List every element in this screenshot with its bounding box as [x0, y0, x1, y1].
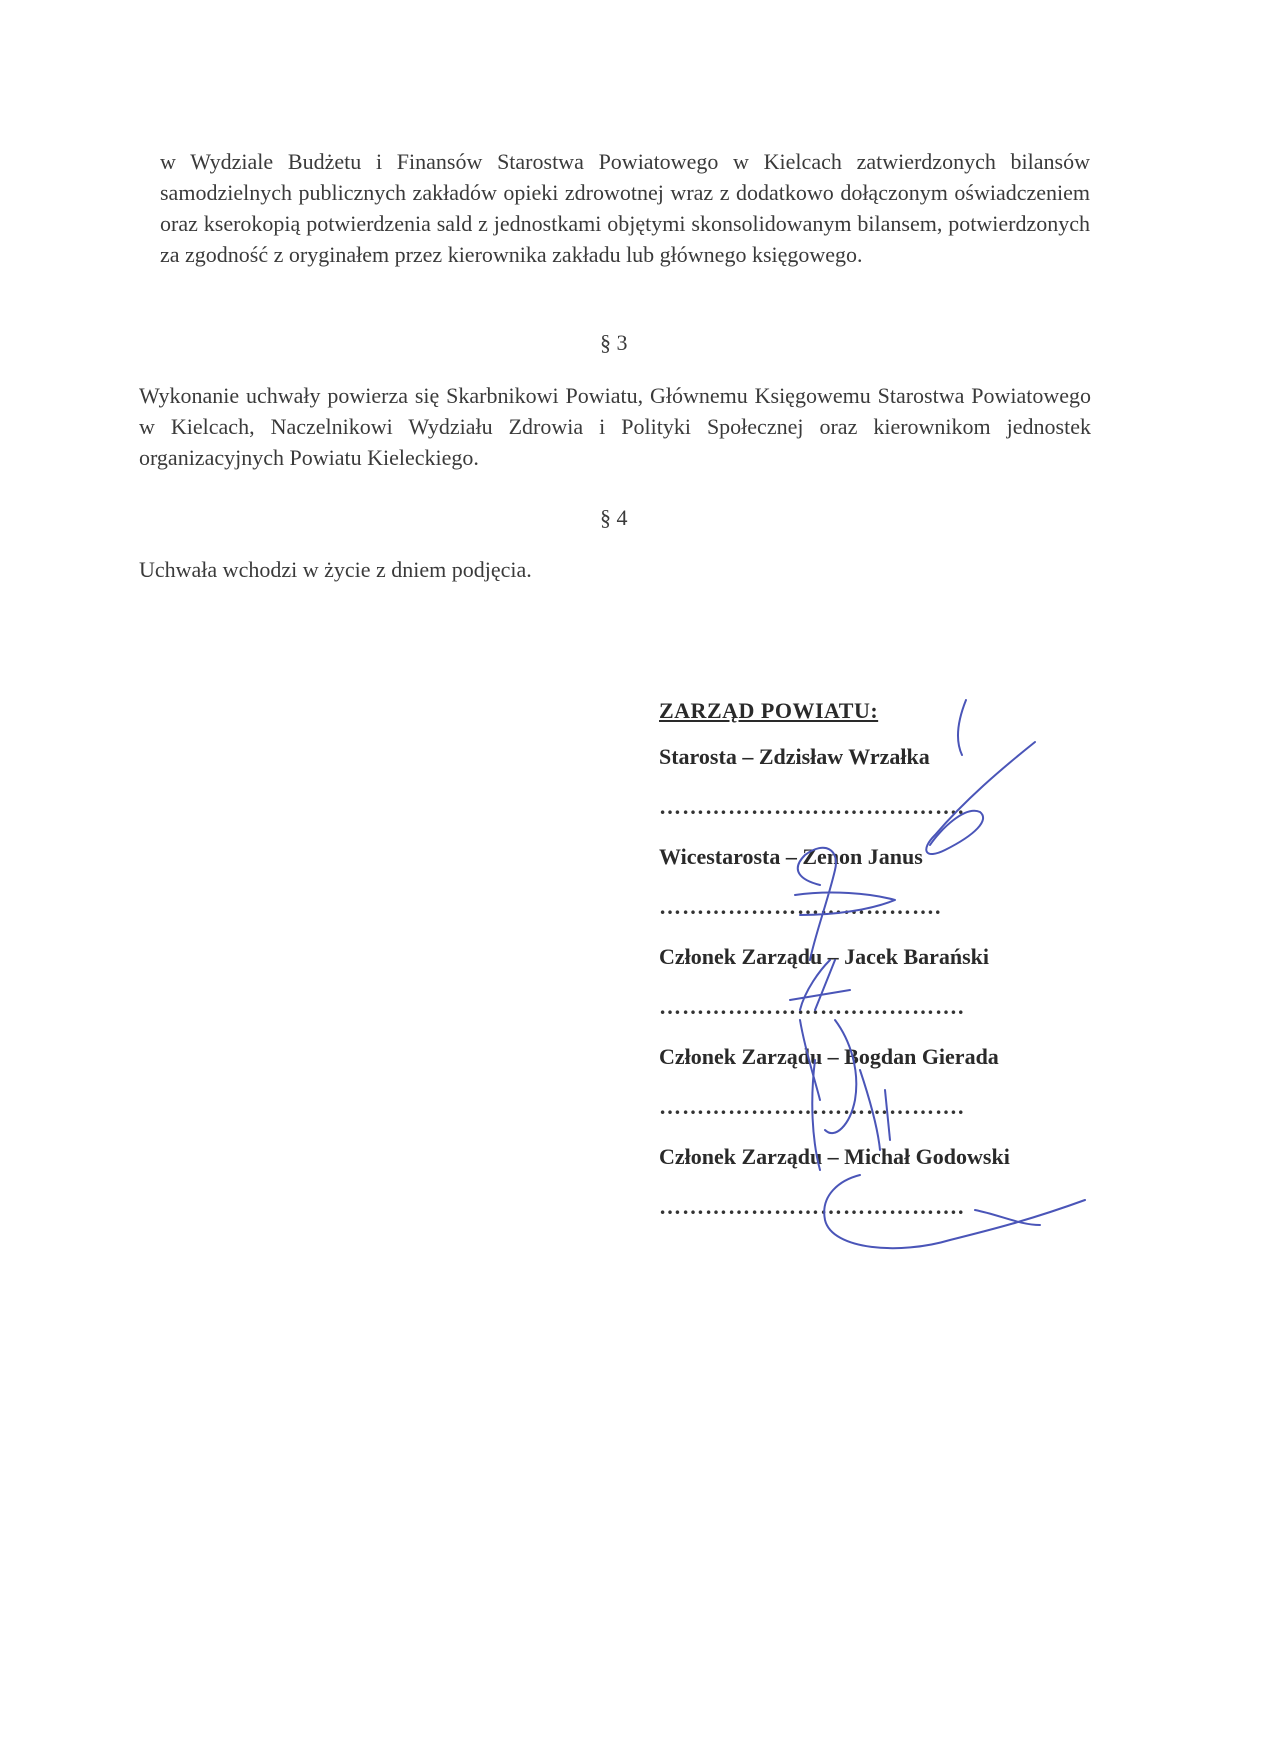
paragraph-2: Wykonanie uchwały powierza się Skarbnikowi Powiatu, Głównemu Księgowemu Starostwa Powiatowego w Kielcach, Naczelnikowi Wydziału Zdrowia i Polityki Społecznej oraz kierownikom jednostek organizacyjnych Powiatu Kieleckiego. [139, 383, 1091, 470]
board-member-baranski: Członek Zarządu – Jacek Barański [659, 944, 990, 969]
signature-line-starosta: …………………………………. [659, 794, 965, 819]
signature-line-godowski: …………………………………. [659, 1194, 965, 1219]
board-member-wicestarosta: Wicestarosta – Zenon Janus [659, 844, 923, 869]
signature-line-baranski: …………………………………. [659, 994, 965, 1019]
section-3-heading: § 3 [600, 330, 628, 355]
signature-line-wicestarosta: ………………………………. [659, 894, 942, 919]
board-signature-block [659, 696, 1119, 1242]
section-4-heading: § 4 [600, 505, 628, 530]
board-member-godowski: Członek Zarządu – Michał Godowski [659, 1144, 1010, 1169]
signature-line-gierada: …………………………………. [659, 1094, 965, 1119]
board-member-starosta: Starosta – Zdzisław Wrzałka [659, 744, 930, 769]
board-title: ZARZĄD POWIATU: [659, 698, 879, 723]
board-member-gierada: Członek Zarządu – Bogdan Gierada [659, 1044, 999, 1069]
paragraph-1: w Wydziale Budżetu i Finansów Starostwa Powiatowego w Kielcach zatwierdzonych bilansów samodzielnych publicznych zakładów opieki zdrowotnej wraz z dodatkowo dołączonym oświadczeniem oraz kserokopią potwierdzenia sald z jednostkami objętymi skonsolidowanym bilansem, potwierdzonych za zgodność z oryginałem przez kierownika zakładu lub głównego księgowego. [160, 149, 1090, 267]
paragraph-3: Uchwała wchodzi w życie z dniem podjęcia. [139, 557, 532, 582]
